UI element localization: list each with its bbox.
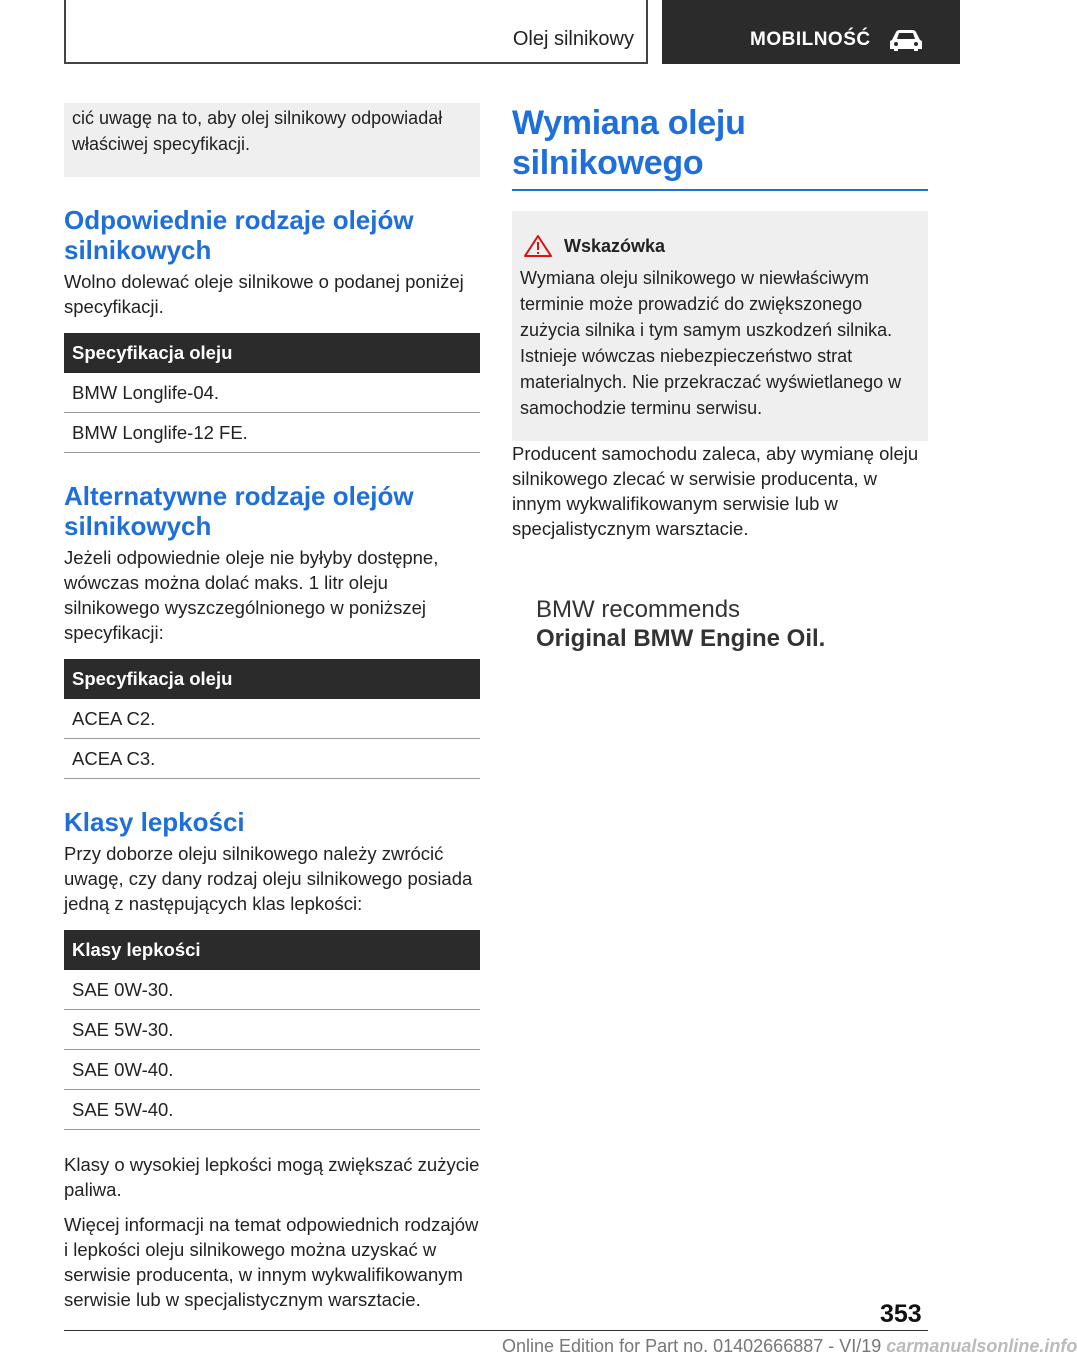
table-row: BMW Longlife-12 FE.	[64, 413, 480, 453]
left-column	[64, 103, 480, 1322]
table-row: ACEA C2.	[64, 699, 480, 739]
heading-suitable-oils: Odpowiednie rodzaje olejów silnikowych	[64, 205, 414, 265]
paragraph-viscosity-consumption: Klasy o wysokiej lepkości mogą zwiększać zużycie paliwa.	[64, 1154, 480, 1200]
heading-alternative-oils: Alternatywne rodzaje olejów silnikowych	[64, 481, 414, 541]
table-suitable-oils	[64, 333, 480, 453]
note-box: cić uwagę na to, aby olej silnikowy odpowiadał właściwej specyfikacji.	[64, 103, 480, 177]
footer-divider	[64, 1330, 928, 1331]
paragraph-alternative-oils: Jeżeli odpowiednie oleje nie byłyby dostępne, wówczas można dolać maks. 1 litr oleju silnikowego wyszczególnionego w poniższej specyfikacji:	[64, 547, 439, 643]
table-row: BMW Longlife-04.	[64, 373, 480, 413]
page-title: Olej silnikowy	[512, 28, 634, 50]
warning-box	[512, 211, 928, 441]
footer-edition: Online Edition for Part no. 01402666887 - VI/19	[502, 1336, 882, 1356]
table-header: Klasy lepkości	[64, 930, 480, 970]
promo-line-2: Original BMW Engine Oil.	[536, 625, 826, 652]
warning-title: Wskazówka	[564, 236, 666, 256]
warning-text: Wymiana oleju silnikowego w niewłaściwym terminie może prowadzić do zwiększonego zużycia silnika i tym samym uszkodzeń silnika. Istnieje wówczas niebezpieczeństwo strat materialnych. Nie przekraczać wyświetlanego w samochodzie terminu serwisu.	[520, 268, 902, 418]
car-icon	[888, 28, 924, 52]
table-viscosity	[64, 930, 480, 1130]
warning-title-row	[520, 233, 920, 259]
promo-line-1: BMW recommends	[536, 596, 741, 623]
footer-brand: carmanualsonline.info	[886, 1336, 1077, 1356]
header-section-box	[662, 0, 960, 64]
right-column	[512, 103, 928, 551]
table-row: SAE 5W-40.	[64, 1090, 480, 1130]
paragraph-suitable-oils: Wolno dolewać oleje silnikowe o podanej poniżej specyfikacji.	[64, 271, 464, 317]
paragraph-oil-change: Producent samochodu zaleca, aby wymianę oleju silnikowego zlecać w serwisie producenta, w innym wykwalifikowanym serwisie lub w specjalistycznym warsztacie.	[512, 443, 919, 539]
table-header: Specyfikacja oleju	[64, 659, 480, 699]
section-label: MOBILNOŚĆ	[750, 29, 871, 50]
page-number: 353	[880, 1300, 922, 1328]
header-title-box	[64, 0, 648, 64]
table-alternative-oils	[64, 659, 480, 779]
table-row: SAE 5W-30.	[64, 1010, 480, 1050]
heading-viscosity: Klasy lepkości	[64, 807, 245, 837]
table-header: Specyfikacja oleju	[64, 333, 480, 373]
bmw-oil-promo	[536, 596, 825, 654]
table-row: ACEA C3.	[64, 739, 480, 779]
table-row: SAE 0W-40.	[64, 1050, 480, 1090]
heading-oil-change: Wymiana oleju silnikowego	[512, 103, 928, 191]
paragraph-more-info: Więcej informacji na temat odpowiednich rodzajów i lepkości oleju silnikowego można uzyskać w serwisie producenta, w innym wykwalifikowanym serwisie lub w specjalistycznym warsztacie.	[64, 1214, 479, 1310]
warning-triangle-icon	[524, 235, 552, 257]
table-row: SAE 0W-30.	[64, 970, 480, 1010]
paragraph-viscosity: Przy doborze oleju silnikowego należy zwrócić uwagę, czy dany rodzaj oleju silnikowego posiada jedną z następujących klas lepkości:	[64, 843, 473, 914]
footer	[502, 1336, 1077, 1357]
